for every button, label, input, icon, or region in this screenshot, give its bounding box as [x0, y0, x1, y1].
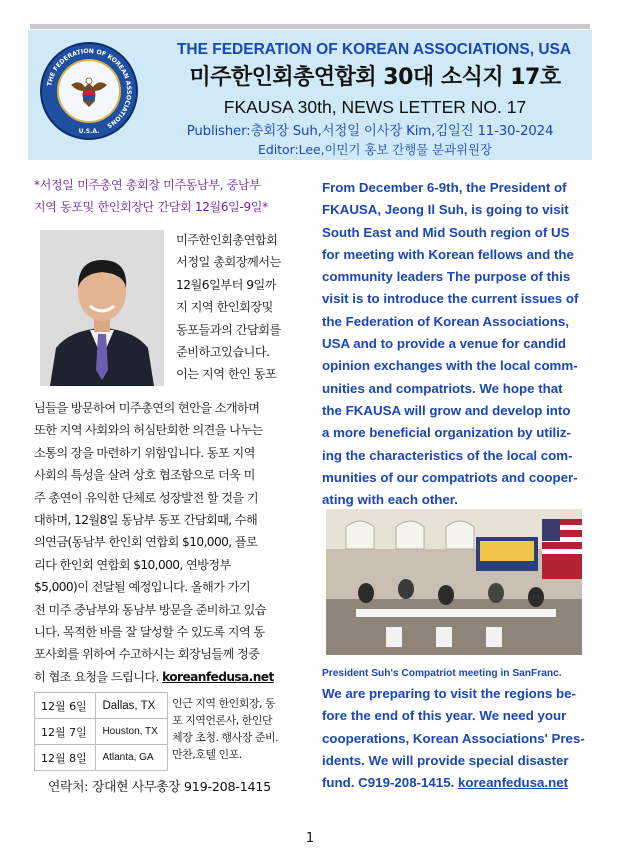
english-line: community leaders The purpose of this: [322, 269, 571, 285]
english-line: opinion exchanges with the local comm-: [322, 358, 578, 374]
meeting-room-illustration: [326, 509, 582, 655]
page-number: 1: [305, 831, 315, 846]
english-line: South East and Mid South region of US: [322, 224, 570, 240]
korean-headline: [34, 174, 314, 218]
english-line: ating with each other.: [322, 492, 458, 508]
seal-center: [57, 59, 121, 123]
english-line: munities of our compatriots and cooper-: [322, 469, 578, 485]
korean-body-line: 리다 한인회 연합회 $10,000, 연방정부: [34, 557, 231, 572]
korean-body-line: 의연금(동남부 한인회 연합회 $10,000, 플로: [34, 535, 258, 550]
schedule-note: [172, 695, 312, 763]
seal-ring-text: THE FEDERATION OF KOREAN ASSOCIATIONS: [46, 47, 133, 130]
schedule-city: Atlanta, GA: [96, 745, 168, 771]
korean-intro: [176, 229, 304, 386]
english-article: [322, 177, 590, 511]
english-line: the FKAUSA will grow and develop into: [322, 402, 571, 418]
english-line: fund. C919-208-1415.: [322, 775, 458, 791]
korean-intro-line: 서정일 총회장께서는: [176, 255, 281, 270]
newsletter-english-title: FKAUSA 30th, NEWS LETTER NO. 17: [223, 97, 527, 117]
english-last-line: [322, 772, 590, 794]
contact-line: 연락처: 장대현 사무총장 919-208-1415: [48, 780, 271, 795]
schedule-date: 12월 7일: [35, 719, 96, 745]
table-row: [35, 693, 168, 719]
english-line: fore the end of this year. We need your: [322, 708, 567, 724]
schedule-date: 12월 8일: [35, 745, 96, 771]
korean-intro-line: 12월6일부터 9일까: [176, 277, 277, 292]
korean-body-line: 님들을 방문하여 미주총연의 현안을 소개하며: [34, 401, 260, 415]
english-line: a more beneficial organization by utiliz-: [322, 425, 571, 441]
english-line: cooperations, Korean Associations' Pres-: [322, 730, 585, 746]
schedule-note-line: 포 지역언론사, 한인단: [172, 714, 273, 727]
schedule-table: [34, 692, 168, 771]
seal-bottom-text: U.S.A.: [78, 128, 100, 135]
english-line: ing the characteristics of the local com-: [322, 447, 573, 463]
korean-body-line: 대하며, 12월8일 동남부 동포 간담회때, 수해: [34, 513, 258, 528]
korean-intro-line: 이는 지역 한인 동포: [176, 367, 277, 382]
korean-body-line: 소통의 장을 마련하기 위함입니다. 동포 지역: [34, 445, 255, 460]
schedule-note-line: 체장 초청. 행사장 준비.: [172, 731, 279, 744]
table-row: [35, 745, 168, 771]
english-line: We are preparing to visit the regions be-: [322, 686, 576, 701]
korean-body-line: 히 협조 요청을 드립니다.: [34, 669, 159, 684]
korean-body-line: $5,000)이 전달될 예정입니다. 올해가 가기: [34, 580, 250, 595]
korean-body-line: 니다. 목적한 바를 잘 달성할 수 있도록 지역 동: [34, 625, 265, 640]
korean-body-line: 사회의 특성을 살려 상호 협조함으로 더욱 미: [34, 468, 255, 483]
english-article-continued: [322, 683, 590, 794]
english-line: the Federation of Korean Associations,: [322, 313, 570, 329]
korean-body-line: 주 총연이 유익한 단체로 성장발전 할 것을 기: [34, 490, 259, 505]
newsletter-korean-title: 미주한인회총연합회 30대 소식지 17호: [189, 65, 561, 90]
korean-website-link[interactable]: koreanfedusa.net: [162, 669, 274, 684]
schedule-city: Dallas, TX: [96, 693, 168, 719]
top-rule: [30, 24, 590, 29]
korean-headline-line: 지역 동포및 한인회장단 간담회 12월6일-9일*: [34, 200, 268, 214]
publisher-line: Publisher:총회장 Suh,서정일 이사장 Kim,김일진 11-30-2024: [186, 124, 554, 139]
president-portrait-photo: [40, 230, 164, 386]
english-line: visit is to introduce the current issues of: [322, 291, 579, 307]
korean-body-line: 또한 지역 사회와의 허심탄회한 의견을 나누는: [34, 423, 263, 438]
english-line: for meeting with Korean fellows and the: [322, 246, 574, 262]
english-line: FKAUSA, Jeong Il Suh, is going to visit: [322, 202, 569, 218]
korean-intro-line: 지 지역 한인회장및: [176, 300, 273, 315]
english-line: unities and compatriots. We hope that: [322, 380, 563, 396]
korean-intro-line: 미주한인회총연합회: [176, 233, 278, 247]
korean-body: [34, 397, 316, 688]
portrait-illustration: [40, 230, 164, 386]
editor-line: Editor:Lee,이민기 홍보 간행물 분과위원장: [258, 142, 492, 157]
korean-body-line: 전 미주 중남부와 동남부 방문을 준비하고 있습: [34, 602, 266, 617]
schedule-date: 12월 6일: [35, 693, 96, 719]
english-line: idents. We will provide special disaster: [322, 752, 569, 768]
schedule-note-line: 만찬,호텔 인포.: [172, 748, 242, 761]
korean-headline-line: *서정일 미주총연 총회장 미주동남부, 중남부: [34, 178, 261, 192]
korean-body-last-line: [34, 666, 316, 688]
english-line: USA and to provide a venue for candid: [322, 336, 567, 352]
schedule-city: Houston, TX: [96, 719, 168, 745]
english-website-link[interactable]: koreanfedusa.net: [457, 775, 569, 791]
federation-seal-logo: [40, 42, 138, 140]
eagle-emblem-icon: [69, 71, 109, 111]
korean-intro-line: 준비하고있습니다.: [176, 345, 270, 360]
org-title: THE FEDERATION OF KOREAN ASSOCIATIONS, USA: [176, 41, 572, 58]
korean-intro-line: 동포들과의 간담회를: [176, 322, 281, 337]
schedule-note-line: 인근 지역 한인회장, 동: [172, 697, 276, 710]
korean-body-line: 포사회를 위하여 수고하시는 회장님들께 정중: [34, 647, 260, 662]
english-line: From December 6-9th, the President of: [322, 180, 567, 195]
table-row: [35, 719, 168, 745]
meeting-photo: [326, 509, 582, 655]
photo-caption: President Suh's Compatriot meeting in SanFranc.: [322, 668, 562, 679]
